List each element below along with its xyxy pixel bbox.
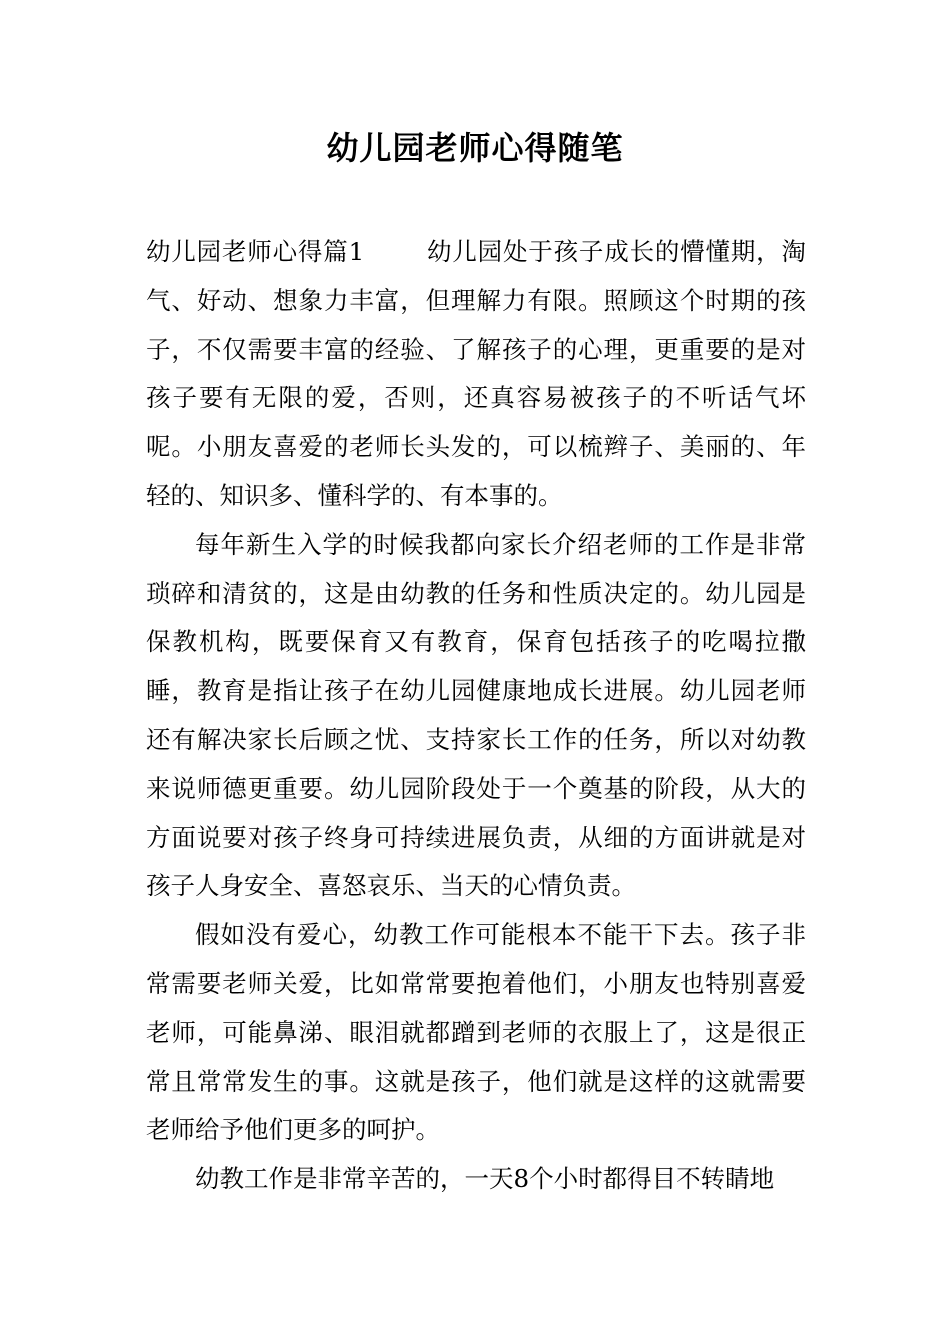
paragraph-1-text: 幼儿园处于孩子成长的懵懂期，淘气、好动、想象力丰富，但理解力有限。照顾这个时期的孩子，不仅需要丰富的经验、了解孩子的心理，更重要的是对孩子要有无限的爱，否则，还真容易被孩子的不听话气坏呢。小朋友喜爱的老师长头发的，可以梳辫子、美丽的、年轻的、知识多、懂科学的、有本事的。: [146, 237, 807, 510]
paragraph-2: 每年新生入学的时候我都向家长介绍老师的工作是非常琐碎和清贫的，这是由幼教的任务和性质决定的。幼儿园是保教机构，既要保育又有教育，保育包括孩子的吃喝拉撒睡，教育是指让孩子在幼儿园健康地成长进展。幼儿园老师还有解决家长后顾之忧、支持家长工作的任务，所以对幼教来说师德更重要。幼儿园阶段处于一个奠基的阶段，从大的方面说要对孩子终身可持续进展负责，从细的方面讲就是对孩子人身安全、喜怒哀乐、当天的心情负责。: [146, 529, 806, 901]
paragraph-4: 幼教工作是非常辛苦的，一天8个小时都得目不转睛地: [195, 1164, 775, 1194]
paragraph-3: 假如没有爱心，幼教工作可能根本不能干下去。孩子非常需要老师关爱，比如常常要抱着他们，小朋友也特别喜爱老师，可能鼻涕、眼泪就都蹭到老师的衣服上了，这是很正常且常常发生的事。这就是孩子，他们就是这样的这就需要老师给予他们更多的呵护。: [146, 920, 806, 1145]
paragraph-1: [146, 228, 806, 521]
paragraph-1-heading: 幼儿园老师心得篇1: [146, 237, 365, 266]
document-body: [146, 228, 806, 1204]
document-title: 幼儿园老师心得随笔: [326, 129, 624, 167]
